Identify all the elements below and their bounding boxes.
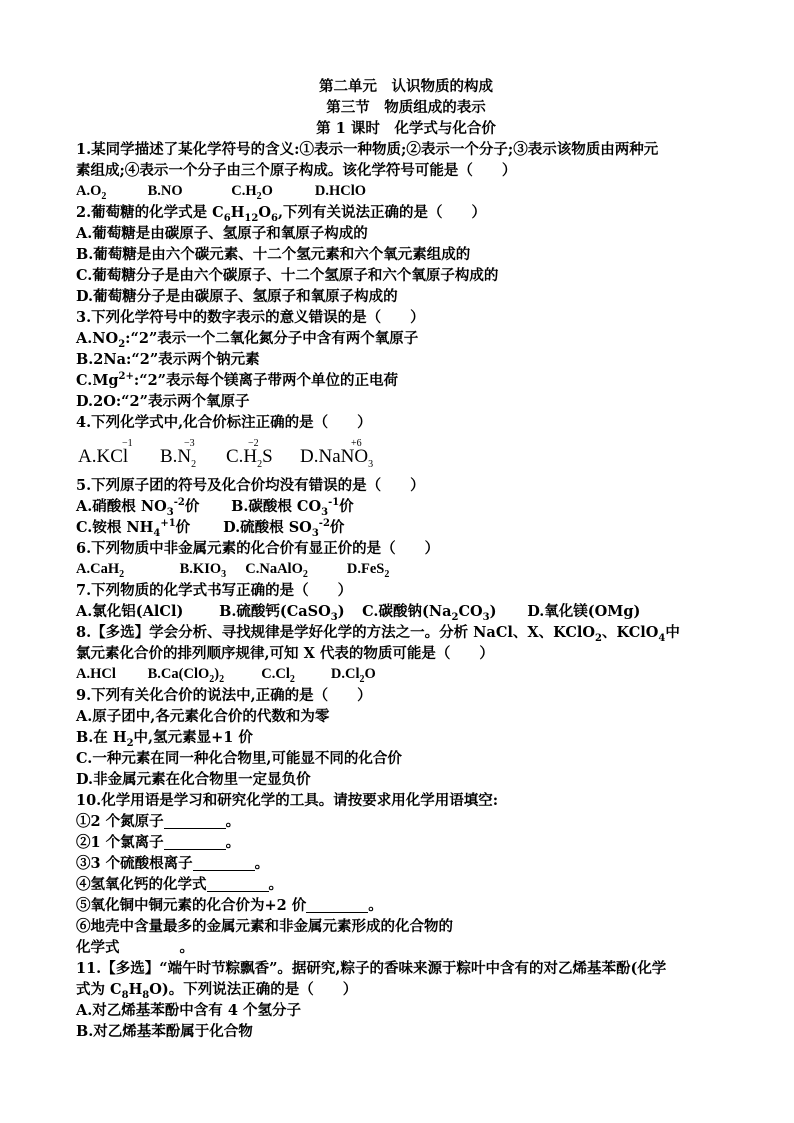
q2-option-c: C.葡萄糖分子是由六个碳原子、十二个氢原子和六个氧原子构成的 [76, 267, 499, 284]
q6-options [76, 559, 722, 580]
q1-stem-line2: 素组成;④表示一个分子由三个原子构成。该化学符号可能是（ ） [76, 162, 517, 179]
q1-option-b: B.NO [147, 183, 183, 199]
q6-option-a: A.CaH$_2$ [76, 561, 125, 580]
q11-stem-line1: 11.【多选】“端午时节粽飘香”。据研究,粽子的香味来源于粽叶中含有的对乙烯基苯酚(化学 [76, 960, 667, 977]
lesson-title: 第 1 课时 化学式与化合价 [316, 120, 496, 137]
q7-option-c: C.碳酸钠$(Na_2CO_3)$ [362, 603, 497, 623]
section-title: 第三节 物质组成的表示 [326, 99, 486, 116]
q7-option-d: D.氧化镁(OMg) [527, 603, 641, 620]
q10-blank-2[interactable] [164, 834, 226, 850]
q8-option-c: $C.Cl_2$ [261, 666, 295, 685]
q10-item-4: ④氢氧化钙的化学式 。 [76, 876, 283, 893]
q5-option-b: B.碳酸根 $CO_3^{-1}$价 [231, 497, 354, 518]
q4-option-b: −3 $B.N_2$ [160, 433, 222, 475]
q10-stem: 10.化学用语是学习和研究化学的工具。请按要求用化学用语填空: [76, 792, 499, 809]
q10-blank-1[interactable] [164, 813, 226, 829]
q3-stem: 3.下列化学符号中的数字表示的意义错误的是（ ） [76, 309, 425, 326]
q9-option-b: B.在 $H_2$中,氢元素显+1 价 [76, 729, 253, 749]
q4-options [76, 433, 722, 475]
q9-option-a: A.原子团中,各元素化合价的代数和为零 [76, 708, 330, 725]
q3-option-c: $C.Mg^{2+}:“2$”表示每个镁离子带两个单位的正电荷 [76, 371, 398, 389]
q5-option-a: A.硝酸根 $NO_3^{-2}$价 [76, 497, 200, 518]
worksheet-page [76, 76, 722, 1042]
q10-blank-4[interactable] [207, 876, 269, 892]
q8-stem-line2: 氯元素化合价的排列顺序规律,可知 X 代表的物质可能是（ ） [76, 645, 494, 662]
q6-option-c: C.NaAlO$_2$ [245, 561, 308, 580]
q4-option-c: −2 $C.H_2S$ [226, 433, 298, 475]
q10-item-2: ②1 个氯离子 。 [76, 834, 241, 851]
q5-option-c: C.铵根 $NH_4^{+1}$价 [76, 518, 191, 539]
q10-item-5: ⑤氧化铜中铜元素的化合价为+2 价 。 [76, 897, 383, 914]
q1-option-c: $C.H_2O$ [231, 183, 273, 202]
q10-item-6-answer: 化学式 。 [76, 939, 194, 956]
q10-blank-6[interactable] [120, 940, 180, 955]
q9-stem: 9.下列有关化合价的说法中,正确的是（ ） [76, 687, 372, 704]
question-list [76, 139, 722, 1042]
q8-stem-line1: 8.【多选】学会分析、寻找规律是学好化学的方法之一。分析 NaCl、X、KClO$_2$、KClO$_4$中 [76, 624, 680, 644]
q3-option-a: $A.NO_2:“2$”表示一个二氧化氮分子中含有两个氧原子 [76, 330, 419, 350]
q7-option-a: A.氯化铝(AlCl) [76, 603, 184, 620]
unit-title: 第二单元 认识物质的构成 [319, 78, 493, 95]
q7-options [76, 601, 722, 622]
q11-option-b: B.对乙烯基苯酚属于化合物 [76, 1023, 253, 1040]
q4-option-a-valence: −1 [122, 438, 133, 449]
q10-blank-3[interactable] [193, 855, 255, 871]
q1-stem-line1: 1.某同学描述了某化学符号的含义:①表示一种物质;②表示一个分子;③表示该物质由两种元 [76, 141, 659, 158]
q4-option-d: +6 D.NaNO$_3$ [300, 433, 410, 475]
q10-item-6: ⑥地壳中含量最多的金属元素和非金属元素形成的化合物的 [76, 918, 453, 935]
q8-options [76, 664, 722, 685]
q5-options-row1 [76, 496, 722, 517]
q11-stem-line2: 式为 $C_8H_8O$)。下列说法正确的是（ ） [76, 981, 358, 1001]
q8-option-b: $B.Ca(ClO_2)_2$ [147, 666, 225, 685]
q4-option-c-valence: −2 [248, 438, 259, 449]
q3-option-d: D.2O:“2”表示两个氧原子 [76, 393, 250, 410]
q6-option-d: D.FeS$_2$ [346, 561, 390, 580]
q9-option-d: D.非金属元素在化合物里一定显负价 [76, 771, 311, 788]
title-block [76, 76, 722, 139]
q4-option-b-valence: −3 [184, 438, 195, 449]
q5-option-d: D.硫酸根 $SO_3^{-2}$价 [223, 518, 345, 539]
q2-option-d: D.葡萄糖分子是由碳原子、氢原子和氧原子构成的 [76, 288, 398, 305]
q4-option-a: −1 A.KCl [78, 433, 158, 475]
q6-stem: 6.下列物质中非金属元素的化合价有显正价的是（ ） [76, 540, 440, 557]
q7-stem: 7.下列物质的化学式书写正确的是（ ） [76, 582, 353, 599]
q10-item-1: ①2 个氮原子 。 [76, 813, 241, 830]
q1-option-d: D.HClO [314, 183, 367, 199]
q4-option-d-valence: +6 [351, 438, 362, 449]
q1-option-a: $A.O_2$ [76, 183, 107, 202]
q6-option-b: $B.KIO_3$ [179, 561, 227, 580]
q3-option-b: B.2Na:“2”表示两个钠元素 [76, 351, 260, 368]
q8-option-a: A.HCl [76, 666, 116, 682]
q2-option-a: A.葡萄糖是由碳原子、氢原子和氧原子构成的 [76, 225, 368, 242]
q1-options [76, 181, 722, 202]
q2-option-b: B.葡萄糖是由六个碳元素、十二个氢元素和六个氧元素组成的 [76, 246, 471, 263]
q4-stem: 4.下列化学式中,化合价标注正确的是（ ） [76, 414, 372, 431]
q5-stem: 5.下列原子团的符号及化合价均没有错误的是（ ） [76, 477, 425, 494]
q11-option-a: A.对乙烯基苯酚中含有 4 个氢分子 [76, 1002, 301, 1019]
q8-option-d: $D.Cl_2O$ [330, 666, 376, 685]
q7-option-b: B.硫酸钙(CaSO$_3$) [219, 603, 345, 623]
q9-option-c: C.一种元素在同一种化合物里,可能显不同的化合价 [76, 750, 402, 767]
q2-stem: 2.葡萄糖的化学式是 $C_6H_{12}O_6$,下列有关说法正确的是（ ） [76, 204, 486, 224]
q5-options-row2 [76, 517, 722, 538]
q10-item-3: ③3 个硫酸根离子 。 [76, 855, 270, 872]
q10-blank-5[interactable] [306, 897, 368, 913]
